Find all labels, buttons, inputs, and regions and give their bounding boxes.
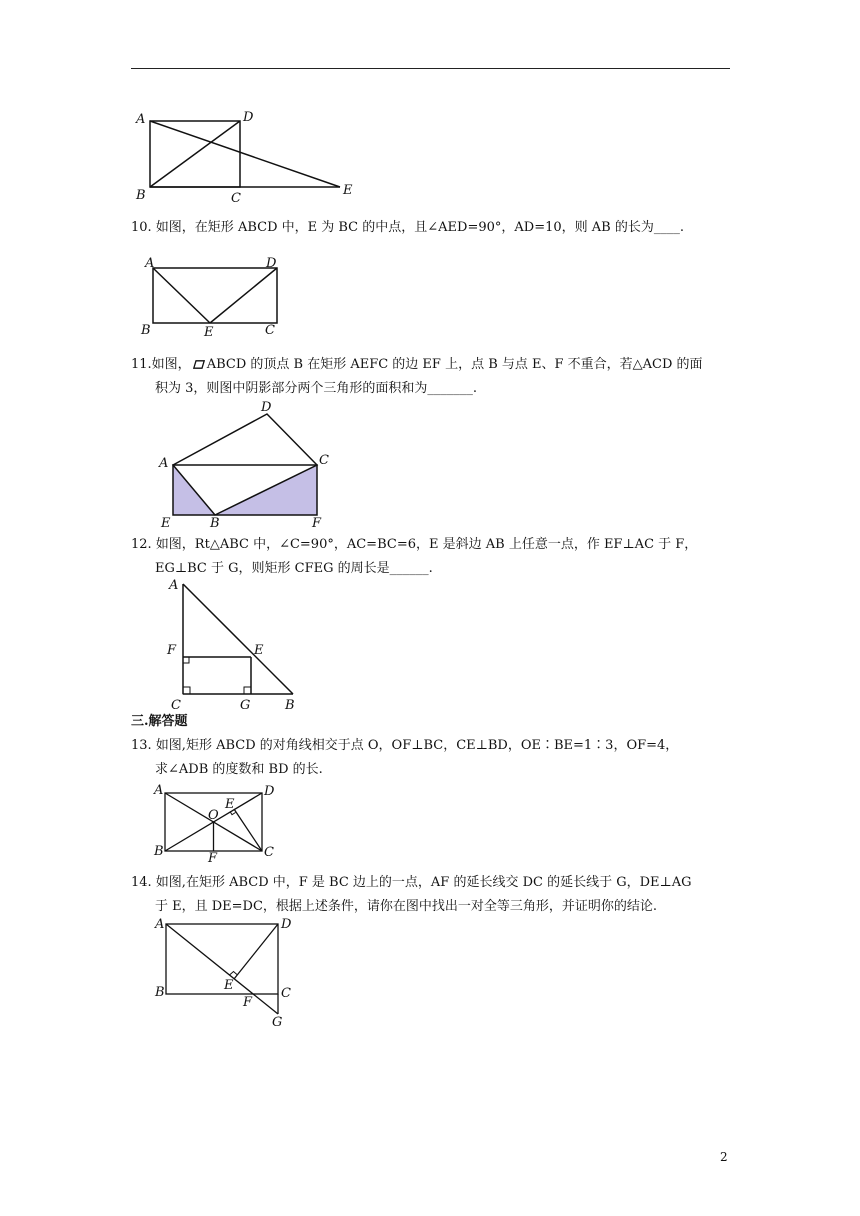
question-11-prefix: 11.如图， bbox=[131, 357, 191, 372]
label-b-12: B bbox=[285, 698, 295, 713]
rect-abcd-14 bbox=[166, 924, 278, 994]
label-o-13: O bbox=[208, 808, 219, 823]
page-number: 2 bbox=[720, 1150, 728, 1164]
question-14-line1: 14. 如图,在矩形 ABCD 中，F 是 BC 边上的一点，AF 的延长线交 DC 的延长线于 G，DE⊥AG bbox=[131, 875, 692, 890]
right-angle-c bbox=[183, 687, 190, 694]
line-ce bbox=[234, 809, 262, 851]
figure-rect-diagonals bbox=[150, 782, 280, 864]
question-13-line1: 13. 如图,矩形 ABCD 的对角线相交于点 O，OF⊥BC，CE⊥BD，OE∶BE=1∶3，OF=4， bbox=[131, 738, 679, 753]
figure-parallelogram-aefc bbox=[155, 398, 345, 530]
label-d-13: D bbox=[264, 784, 275, 799]
question-10 bbox=[131, 216, 733, 240]
label-f-11: F bbox=[312, 516, 322, 531]
label-b: B bbox=[136, 188, 146, 203]
figure-rect-aed bbox=[140, 252, 290, 342]
line-de-10 bbox=[210, 268, 277, 323]
label-d-11: D bbox=[261, 400, 272, 415]
line-ae bbox=[150, 121, 340, 187]
question-10-text: 10. 如图，在矩形 ABCD 中，E 为 BC 的中点，且∠AED=90°，AD=10，则 AB 的长为____. bbox=[131, 220, 684, 235]
figure-right-triangle bbox=[163, 574, 303, 714]
hypotenuse-ab bbox=[183, 584, 293, 694]
label-b-11: B bbox=[210, 516, 220, 531]
label-c: C bbox=[231, 191, 241, 206]
label-d: D bbox=[243, 110, 254, 125]
question-12-line2: EG⊥BC 于 G，则矩形 CFEG 的周长是______. bbox=[155, 561, 433, 576]
right-angle-f bbox=[183, 657, 189, 663]
label-c-14: C bbox=[281, 986, 291, 1001]
line-de bbox=[234, 924, 278, 979]
label-a-14: A bbox=[155, 917, 165, 932]
question-14-line2: 于 E，且 DE=DC，根据上述条件，请你在图中找出一对全等三角形，并证明你的结论. bbox=[155, 899, 658, 914]
question-13 bbox=[131, 734, 733, 782]
label-g-12: G bbox=[240, 698, 251, 713]
label-c-11: C bbox=[319, 453, 329, 468]
label-d-14: D bbox=[281, 917, 292, 932]
question-11-line1: ABCD 的顶点 B 在矩形 AEFC 的边 EF 上，点 B 与点 E、F 不重合，若△ACD 的面 bbox=[206, 357, 703, 372]
line-ag bbox=[166, 924, 278, 1014]
label-a-13: A bbox=[154, 783, 164, 798]
line-bd bbox=[150, 121, 240, 187]
line-ae-10 bbox=[153, 268, 210, 323]
label-e-14: E bbox=[224, 978, 234, 993]
header-rule bbox=[131, 68, 730, 69]
label-e-12: E bbox=[254, 643, 264, 658]
label-b-10: B bbox=[141, 323, 151, 338]
question-12-line1: 12. 如图，Rt△ABC 中，∠C=90°，AC=BC=6，E 是斜边 AB 上任意一点，作 EF⊥AC 于 F， bbox=[131, 537, 698, 552]
label-b-13: B bbox=[154, 844, 164, 859]
label-f-14: F bbox=[243, 995, 253, 1010]
label-a: A bbox=[136, 112, 146, 127]
right-angle-g bbox=[244, 687, 251, 694]
label-f-13: F bbox=[208, 851, 218, 866]
label-b-14: B bbox=[155, 985, 165, 1000]
question-11-line2: 积为 3，则图中阴影部分两个三角形的面积和为_______. bbox=[155, 381, 478, 396]
label-c-10: C bbox=[265, 323, 275, 338]
label-e: E bbox=[343, 183, 353, 198]
label-d-10: D bbox=[266, 256, 277, 271]
label-c-12: C bbox=[171, 698, 181, 713]
label-a-12: A bbox=[169, 578, 179, 593]
label-a-10: A bbox=[145, 256, 155, 271]
label-g-14: G bbox=[272, 1015, 283, 1030]
label-f-12: F bbox=[167, 643, 177, 658]
label-e-11: E bbox=[161, 516, 171, 531]
label-a-11: A bbox=[159, 456, 169, 471]
label-c-13: C bbox=[264, 845, 274, 860]
question-14 bbox=[131, 871, 733, 919]
section-3-heading: 三.解答题 bbox=[131, 714, 188, 729]
rect-abcd-10 bbox=[153, 268, 277, 323]
question-11 bbox=[131, 353, 733, 401]
parallelogram-icon bbox=[193, 360, 205, 369]
figure-rect-extension bbox=[150, 914, 300, 1030]
label-e-13: E bbox=[225, 797, 235, 812]
figure-rect-abcd-e bbox=[130, 105, 370, 210]
right-angle-e-14 bbox=[230, 972, 238, 976]
question-13-line2: 求∠ADB 的度数和 BD 的长. bbox=[155, 762, 323, 777]
label-e-10: E bbox=[204, 325, 214, 340]
